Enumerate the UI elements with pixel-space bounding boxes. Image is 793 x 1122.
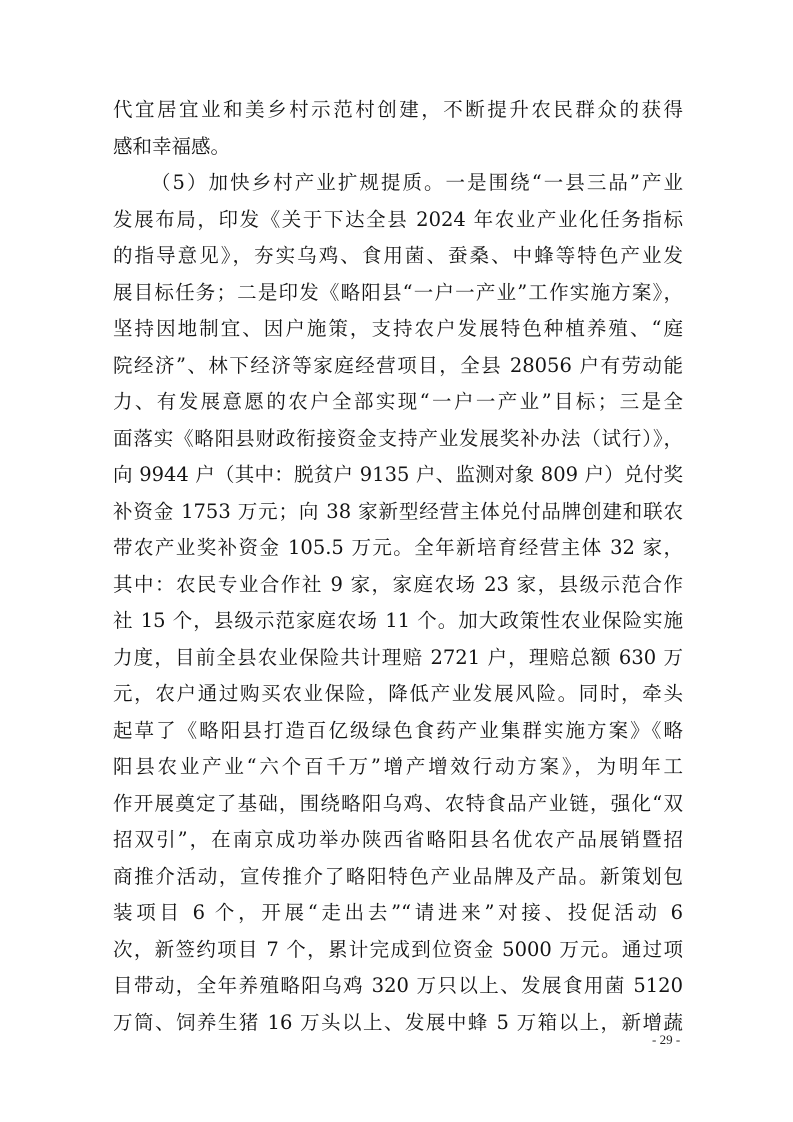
text-line: 万筒、饲养生猪 16 万头以上、发展中蜂 5 万箱以上，新增蔬 bbox=[113, 1010, 683, 1034]
text-line: 次，新签约项目 7 个，累计完成到位资金 5000 万元。通过项 bbox=[113, 937, 683, 961]
text-line: 补资金 1753 万元；向 38 家新型经营主体兑付品牌创建和联农 bbox=[113, 499, 683, 523]
text-line: 其中：农民专业合作社 9 家，家庭农场 23 家，县级示范合作 bbox=[113, 572, 683, 596]
text-line: 目带动，全年养殖略阳乌鸡 320 万只以上、发展食用菌 5120 bbox=[113, 974, 683, 997]
text-line: 展目标任务；二是印发《略阳县“一户一产业”工作实施方案》， bbox=[113, 280, 683, 304]
text-line: 招双引”，在南京成功举办陕西省略阳县名优农产品展销暨招 bbox=[113, 828, 683, 851]
text-line: 感和幸福感。 bbox=[113, 134, 231, 158]
text-line: 力度，目前全县农业保险共计理赔 2721 户，理赔总额 630 万 bbox=[113, 645, 683, 669]
section-heading-line: （5）加快乡村产业扩规提质。一是围绕“一县三品”产业 bbox=[151, 171, 683, 194]
page-number: - 29 - bbox=[652, 1032, 681, 1047]
text-line: 作开展奠定了基础，围绕略阳乌鸡、农特食品产业链，强化“双 bbox=[113, 791, 683, 815]
text-line: 社 15 个，县级示范家庭农场 11 个。加大政策性农业保险实施 bbox=[113, 609, 683, 632]
text-line: 向 9944 户（其中：脱贫户 9135 户、监测对象 809 户）兑付奖 bbox=[113, 463, 683, 486]
text-line: 院经济”、林下经济等家庭经营项目，全县 28056 户有劳动能 bbox=[113, 353, 683, 377]
text-line: 坚持因地制宜、因户施策，支持农户发展特色种植养殖、“庭 bbox=[113, 317, 683, 340]
text-line: 代宜居宜业和美乡村示范村创建，不断提升农民群众的获得 bbox=[113, 98, 683, 121]
text-line: 的指导意见》，夯实乌鸡、食用菌、蚕桑、中蜂等特色产业发 bbox=[113, 244, 683, 267]
text-line: 装项目 6 个，开展“走出去”“请进来”对接、投促活动 6 bbox=[113, 901, 683, 924]
text-line: 商推介活动，宣传推介了略阳特色产业品牌及产品。新策划包 bbox=[113, 864, 683, 888]
body-text bbox=[113, 92, 683, 1041]
text-line: 发展布局，印发《关于下达全县 2024 年农业产业化任务指标 bbox=[113, 207, 683, 231]
text-line: 面落实《略阳县财政衔接资金支持产业发展奖补办法（试行）》， bbox=[113, 426, 683, 450]
text-line: 力、有发展意愿的农户全部实现“一户一产业”目标；三是全 bbox=[113, 390, 683, 413]
text-line: 元，农户通过购买农业保险，降低产业发展风险。同时，牵头 bbox=[113, 682, 683, 705]
text-line: 阳县农业产业“六个百千万”增产增效行动方案》，为明年工 bbox=[113, 755, 683, 778]
text-line: 起草了《略阳县打造百亿级绿色食药产业集群实施方案》《略 bbox=[113, 718, 683, 742]
text-line: 带农产业奖补资金 105.5 万元。全年新培育经营主体 32 家， bbox=[113, 536, 683, 559]
